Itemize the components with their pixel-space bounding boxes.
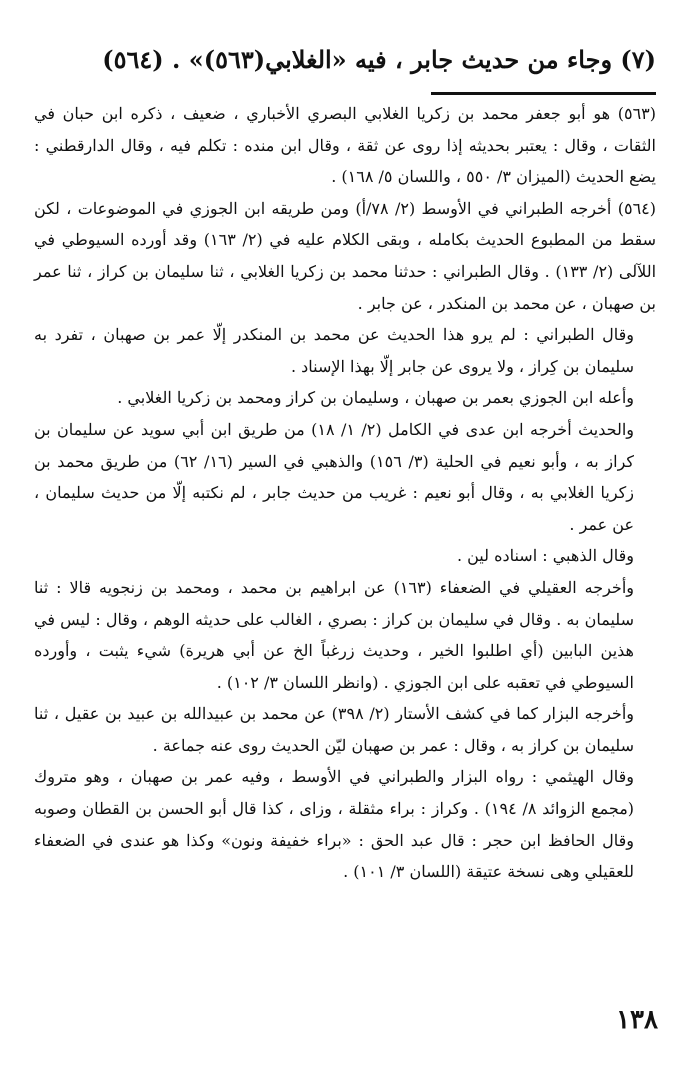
footnote-564: (٥٦٤) أخرجه الطبراني في الأوسط (٢/ ٧٨/أ) ومن طريقه ابن الجوزي في الموضوعات ، لكن سقط من المطبوع الحديث بكامله ، وبقى الكلام عليه في (٢/ ١٦٣) وقد أورده السيوطي في اللآلى (٢/ ١٣٣) . وقال الطبراني : حدثنا محمد بن زكريا الغلابي ، ثنا سليمان بن كراز ، ثنا عمر بن صهبان ، عن محمد بن المنكدر ، عن جابر . — [34, 198, 657, 313]
hadith-heading: (٧) وجاء من حديث جابر ، فيه «الغلابي(٥٦٣)» . (٥٦٤) — [102, 45, 656, 74]
footnote-separator — [431, 92, 656, 95]
dhahabi-note: وقال الذهبي : اسناده لين . — [456, 546, 634, 566]
tabarani-note: وقال الطبراني : لم يرو هذا الحديث عن محمد بن المنكدر إلّا عمر بن صهبان ، تفرد به سليمان بن كِراز ، ولا يروى عن جابر إلّا بهذا الإسناد . — [34, 325, 634, 376]
ibn-adi-note: والحديث أخرجه ابن عدى في الكامل (٢/ ١/ ١٨) من طريق ابن أبي سويد عن سليمان بن كراز به ، وأبو نعيم في الحلية (٣/ ١٥٦) والذهبي في السير (١٦/ ٦٢) من طريق محمد بن زكريا الغلابي به ، وقال أبو نعيم : غريب من حديث جابر ، لم نكتبه إلّا من حديث سليمان ، عن عمر . — [34, 419, 635, 534]
haythami-note: وقال الهيثمي : رواه البزار والطبراني في الأوسط ، وفيه عمر بن صهبان ، وهو متروك (مجمع الزوائد ٨/ ١٩٤) . وكراز : براء مثقلة ، وزاى ، كذا قال أبو الحسن بن القطان وصوبه وقال الحافظ ابن حجر : قال عبد الحق : «براء خفيفة ونون» وكذا هو عندى في الضعفاء للعقيلي وهى نسخة عتيقة (اللسان ٣/ ١٠١) . — [34, 767, 635, 882]
ibn-jawzi-note: وأعله ابن الجوزي بعمر بن صهبان ، وسليمان بن كراز ومحمد بن زكريا الغلابي . — [117, 388, 634, 408]
uqayli-note: وأخرجه العقيلي في الضعفاء (١٦٣) عن ابراهيم بن محمد ، ومحمد بن زنجويه قالا : ثنا سليمان به . وقال في سليمان بن كراز : بصري ، الغالب على حديثه الوهم ، وقال : ليس في هذين البابين (أي اطلبوا الخير ، وحديث زرغباً الخ عن أبي هريرة) شيء يثبت ، وأورده السيوطي في تعقبه على ابن الجوزي . (وانظر اللسان ٣/ ١٠٢) . — [34, 577, 634, 692]
footnotes-block — [34, 98, 656, 888]
bazzar-note: وأخرجه البزار كما في كشف الأستار (٢/ ٣٩٨) عن محمد بن عبيدالله بن عبيد بن عقيل ، ثنا سليمان بن كراز به ، وقال : عمر بن صهبان ليّن الحديث روى عنه جماعة . — [34, 704, 634, 755]
page-number: ١٣٨ — [616, 1005, 658, 1035]
footnote-563: (٥٦٣) هو أبو جعفر محمد بن زكريا الغلابي البصري الأخباري ، ضعيف ، ذكره ابن حبان في الثقات ، وقال : يعتبر بحديثه إذا روى عن ثقة ، وقال ابن منده : تكلم فيه ، وقال الدارقطني : يضع الحديث (الميزان ٣/ ٥٥٠ ، واللسان ٥/ ١٦٨) . — [34, 104, 656, 187]
